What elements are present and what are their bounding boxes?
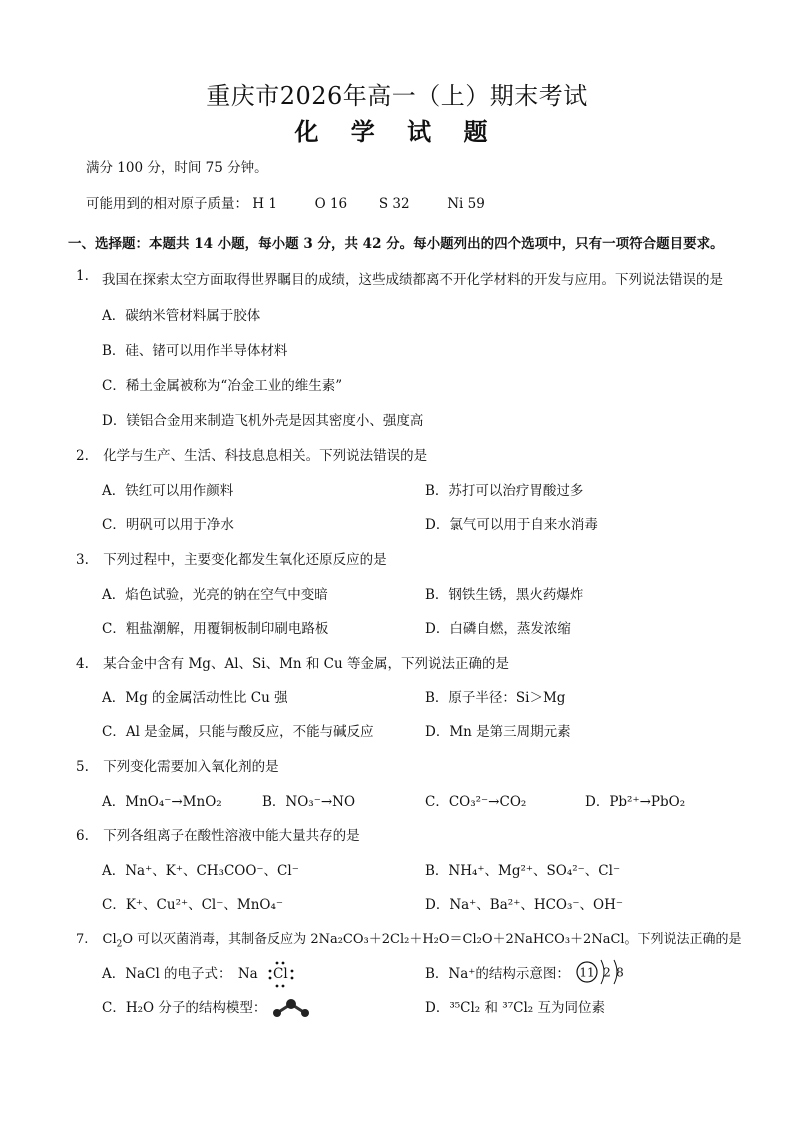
- question-stem-prefix: Cl: [102, 932, 117, 947]
- option-6d: D．Na⁺、Ba²⁺、HCO₃⁻、OH⁻: [425, 897, 623, 913]
- option-5d: D．Pb²⁺→PbO₂: [585, 794, 686, 810]
- question-number: 7.: [76, 932, 89, 947]
- option-6b: B．NH₄⁺、Mg²⁺、SO₄²⁻、Cl⁻: [425, 863, 621, 879]
- option-1d: D．镁铝合金用来制造飞机外壳是因其密度小、强度高: [102, 413, 424, 429]
- option-4d: D．Mn 是第三周期元素: [425, 724, 571, 740]
- question-number: 3.: [76, 552, 89, 568]
- question-1: [76, 268, 723, 288]
- atomic-mass-line: [86, 192, 485, 212]
- question-number: 6.: [76, 828, 89, 844]
- option-6a: A．Na⁺、K⁺、CH₃COO⁻、Cl⁻: [102, 863, 299, 879]
- question-4: [76, 652, 509, 672]
- nucleus-charge: 11: [579, 965, 595, 979]
- question-number: 5.: [76, 759, 89, 775]
- option-7b: [425, 962, 644, 987]
- exam-title: 重庆市2026年高一（上）期末考试: [206, 82, 588, 110]
- option-2c: C．明矾可以用于净水: [102, 517, 234, 533]
- question-2: [76, 444, 427, 464]
- option-1c: C．稀土金属被称为“冶金工业的维生素”: [102, 378, 343, 394]
- option-1a: A．碳纳米管材料属于胶体: [102, 308, 261, 324]
- option-7b-text: B．Na⁺的结构示意图：: [425, 966, 570, 982]
- question-stem: 下列变化需要加入氧化剂的是: [103, 759, 279, 775]
- electron-dots-icon: [268, 960, 296, 990]
- na-symbol: Na: [237, 966, 258, 982]
- question-number: 2.: [76, 448, 89, 464]
- atomic-mass-ni: Ni 59: [447, 196, 485, 212]
- question-stem: 某合金中含有 Mg、Al、Si、Mn 和 Cu 等金属，下列说法正确的是: [103, 656, 509, 672]
- question-stem: 下列各组离子在酸性溶液中能大量共存的是: [103, 828, 360, 844]
- section-heading: 一、选择题：本题共 14 小题，每小题 3 分，共 42 分。每小题列出的四个选项中，只有一项符合题目要求。: [68, 236, 724, 252]
- cl-with-dots: [268, 966, 293, 982]
- question-stem: O 可以灭菌消毒，其制备反应为 2Na₂CO₃＋2Cl₂＋H₂O＝Cl₂O＋2NaHCO₃＋2NaCl。下列说法正确的是: [122, 932, 742, 947]
- shell-1-electrons: 2: [603, 965, 612, 979]
- atomic-mass-h: H 1: [252, 196, 277, 212]
- question-3: [76, 548, 387, 568]
- option-7a-text: A．NaCl 的电子式：: [102, 966, 232, 982]
- option-5c: C．CO₃²⁻→CO₂: [425, 794, 527, 810]
- option-6c: C．K⁺、Cu²⁺、Cl⁻、MnO₄⁻: [102, 897, 283, 913]
- cl-symbol: Cl: [273, 966, 288, 982]
- question-5: [76, 755, 279, 775]
- atom-structure-diagram-icon: [574, 957, 644, 987]
- option-1b: B．硅、锗可以用作半导体材料: [102, 343, 288, 359]
- option-2b: B．苏打可以治疗胃酸过多: [425, 483, 584, 499]
- question-number: 1.: [76, 268, 89, 284]
- option-2d: D．氯气可以用于自来水消毒: [425, 517, 598, 533]
- option-5b: B．NO₃⁻→NO: [262, 794, 356, 810]
- option-7c: [102, 996, 311, 1020]
- option-2a: A．铁红可以用作颜料: [102, 483, 234, 499]
- option-3c: C．粗盐潮解，用覆铜板制印刷电路板: [102, 621, 329, 637]
- atomic-mass-label: 可能用到的相对原子质量：: [86, 196, 248, 212]
- question-stem: 我国在探索太空方面取得世界瞩目的成绩，这些成绩都离不开化学材料的开发与应用。下列说法错误的是: [102, 272, 723, 288]
- question-number: 4.: [76, 656, 89, 672]
- option-4b: B．原子半径：Si＞Mg: [425, 690, 566, 706]
- option-7d: D．³⁵Cl₂ 和 ³⁷Cl₂ 互为同位素: [425, 1000, 605, 1016]
- score-time-note: 满分 100 分，时间 75 分钟。: [86, 160, 268, 176]
- shell-2-electrons: 8: [616, 965, 625, 979]
- water-molecule-model-icon: [271, 998, 311, 1020]
- option-7c-text: C．H₂O 分子的结构模型：: [102, 1000, 267, 1016]
- option-5a: A．MnO₄⁻→MnO₂: [102, 794, 222, 810]
- option-3a: A．焰色试验，光亮的钠在空气中变暗: [102, 587, 328, 603]
- option-4a: A．Mg 的金属活动性比 Cu 强: [102, 690, 288, 706]
- option-7a: [102, 962, 293, 982]
- question-stem: 化学与生产、生活、科技息息相关。下列说法错误的是: [103, 448, 428, 464]
- atomic-mass-o: O 16: [314, 196, 348, 212]
- question-stem: 下列过程中，主要变化都发生氧化还原反应的是: [103, 552, 387, 568]
- option-4c: C．Al 是金属，只能与酸反应，不能与碱反应: [102, 724, 374, 740]
- nacl-electron-formula: [238, 966, 293, 982]
- option-3b: B．钢铁生锈，黑火药爆炸: [425, 587, 584, 603]
- question-6: [76, 824, 360, 844]
- atomic-mass-s: S 32: [378, 196, 410, 212]
- subject-title: 化 学 试 题: [294, 117, 500, 146]
- option-3d: D．白磷自燃，蒸发浓缩: [425, 621, 571, 637]
- question-7: 7. $Cl_2O$ 可以灭菌消毒，其制备反应为 2Na₂CO₃＋2Cl₂＋H₂O＝Cl₂O＋2NaHCO₃＋2NaCl。下列说法正确的是: [76, 932, 742, 950]
